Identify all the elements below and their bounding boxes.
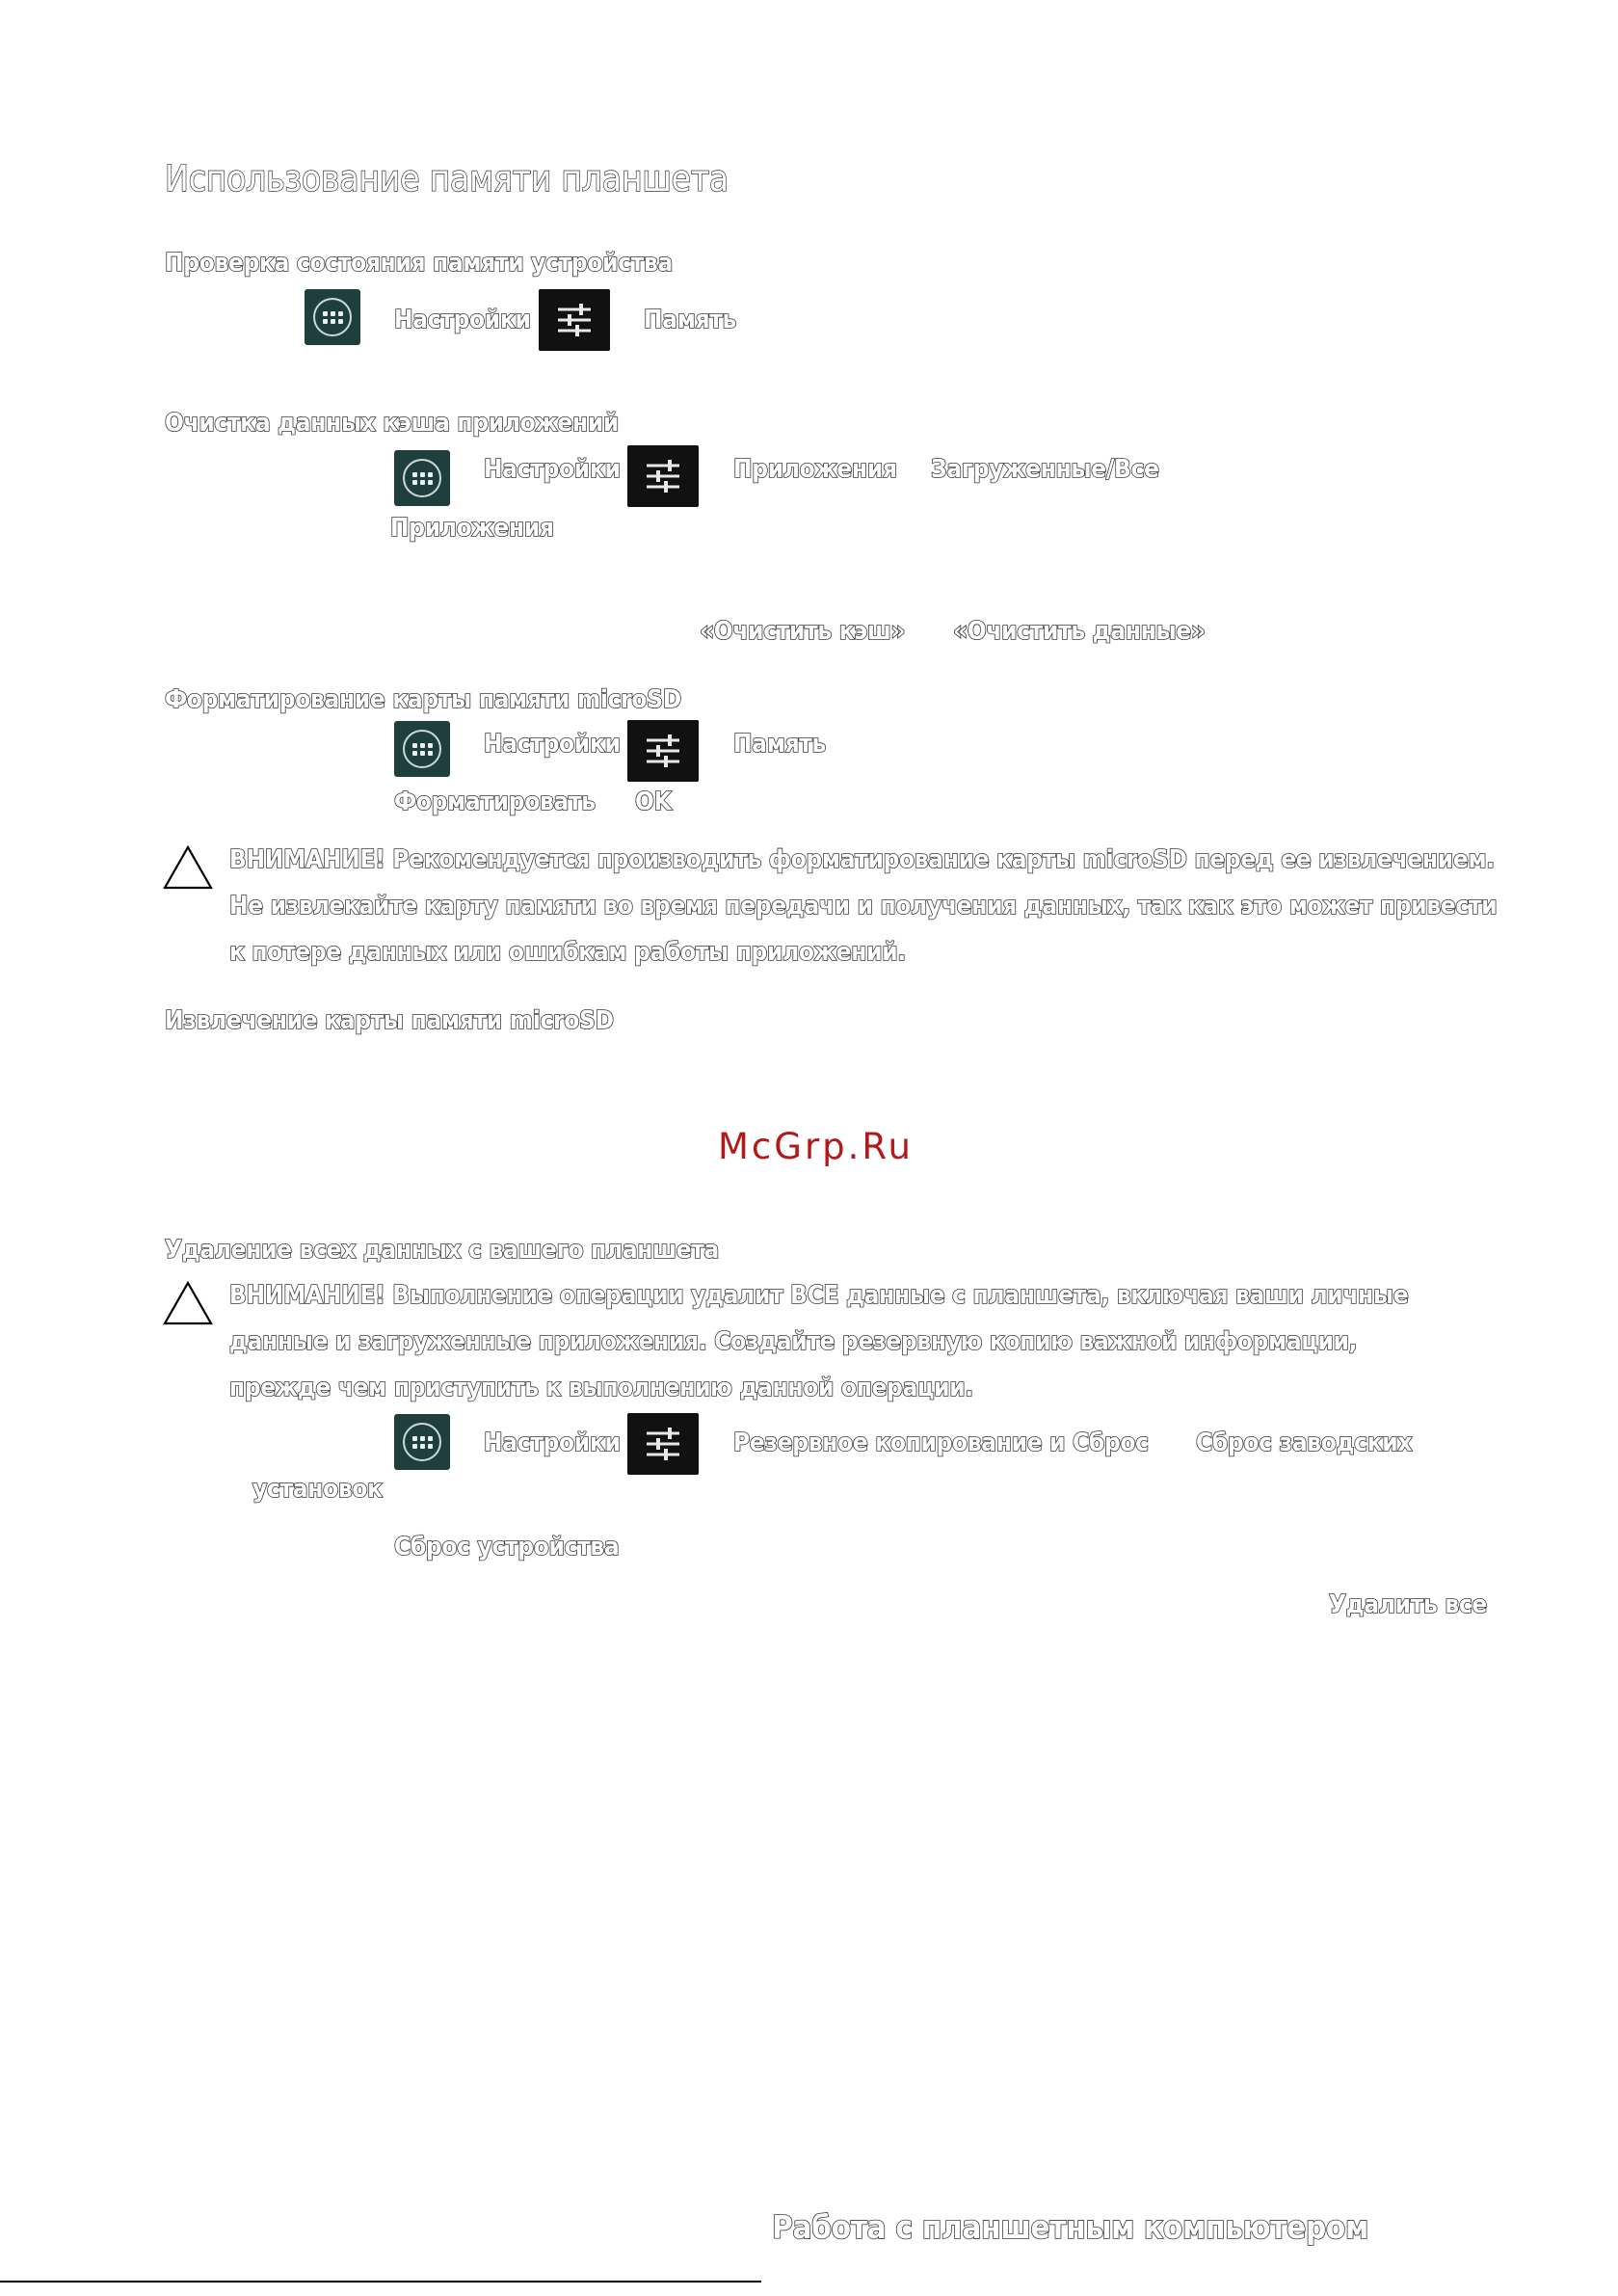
format-label: Форматировать	[394, 788, 596, 816]
delete-all-label: Удалить все	[1329, 1590, 1487, 1619]
watermark: McGrp.Ru	[718, 1126, 914, 1167]
footer-title: Работа с планшетным компьютером	[772, 2208, 1368, 2246]
section-heading-eject: Извлечение карты памяти microSD	[165, 1006, 614, 1035]
apps-icon	[394, 1414, 450, 1470]
section-heading-clear-cache: Очистка данных кэша приложений	[165, 409, 620, 438]
settings-icon	[539, 289, 610, 351]
factory-reset-label: Сброс заводских	[1196, 1428, 1413, 1457]
factory-reset-label-2: установок	[252, 1475, 383, 1504]
settings-icon	[627, 720, 699, 782]
settings-icon	[627, 445, 699, 507]
wipe-warning-line-3: прежде чем приступить к выполнению данной операции.	[229, 1374, 973, 1402]
apps-icon	[305, 289, 360, 345]
wipe-warning-line-1: ВНИМАНИЕ! Выполнение операции удалит ВСЕ данные с планшета, включая ваши личные	[229, 1281, 1409, 1310]
settings-icon	[627, 1413, 699, 1475]
clear-data-label: «Очистить данные»	[953, 617, 1206, 646]
warning-text-line-2: Не извлекайте карту памяти во время передачи и получения данных, так как это может привести	[229, 892, 1498, 921]
warning-text-line-1: ВНИМАНИЕ! Рекомендуется производить форматирование карты microSD перед ее извлечением.	[229, 845, 1495, 874]
apps-label-2: Приложения	[390, 514, 554, 543]
section-heading-check-memory: Проверка состояния памяти устройства	[165, 249, 674, 278]
wipe-warning-line-2: данные и загруженные приложения. Создайте резервную копию важной информации,	[229, 1327, 1358, 1356]
section-heading-format: Форматирование карты памяти microSD	[165, 685, 681, 714]
warning-text-line-3: к потере данных или ошибкам работы приложений.	[229, 938, 906, 967]
memory-label: Память	[733, 730, 827, 759]
clear-cache-label: «Очистить кэш»	[700, 617, 906, 646]
reset-device-label: Сброс устройства	[394, 1533, 620, 1562]
apps-icon	[394, 450, 450, 506]
settings-label: Настройки	[484, 455, 621, 484]
settings-label: Настройки	[484, 1428, 621, 1457]
page-title: Использование памяти планшета	[165, 158, 729, 200]
memory-label: Память	[644, 306, 737, 334]
footer-divider	[0, 2281, 761, 2283]
ok-label: OK	[635, 788, 672, 816]
warning-icon	[162, 1280, 214, 1326]
apps-label: Приложения	[733, 455, 897, 484]
settings-label: Настройки	[484, 730, 621, 759]
warning-icon	[162, 844, 214, 891]
backup-reset-label: Резервное копирование и Сброс	[733, 1428, 1149, 1457]
settings-label: Настройки	[394, 306, 531, 334]
apps-icon	[394, 721, 450, 777]
section-heading-wipe: Удаление всех данных с вашего планшета	[165, 1236, 720, 1265]
downloaded-all-label: Загруженные/Все	[931, 455, 1159, 484]
